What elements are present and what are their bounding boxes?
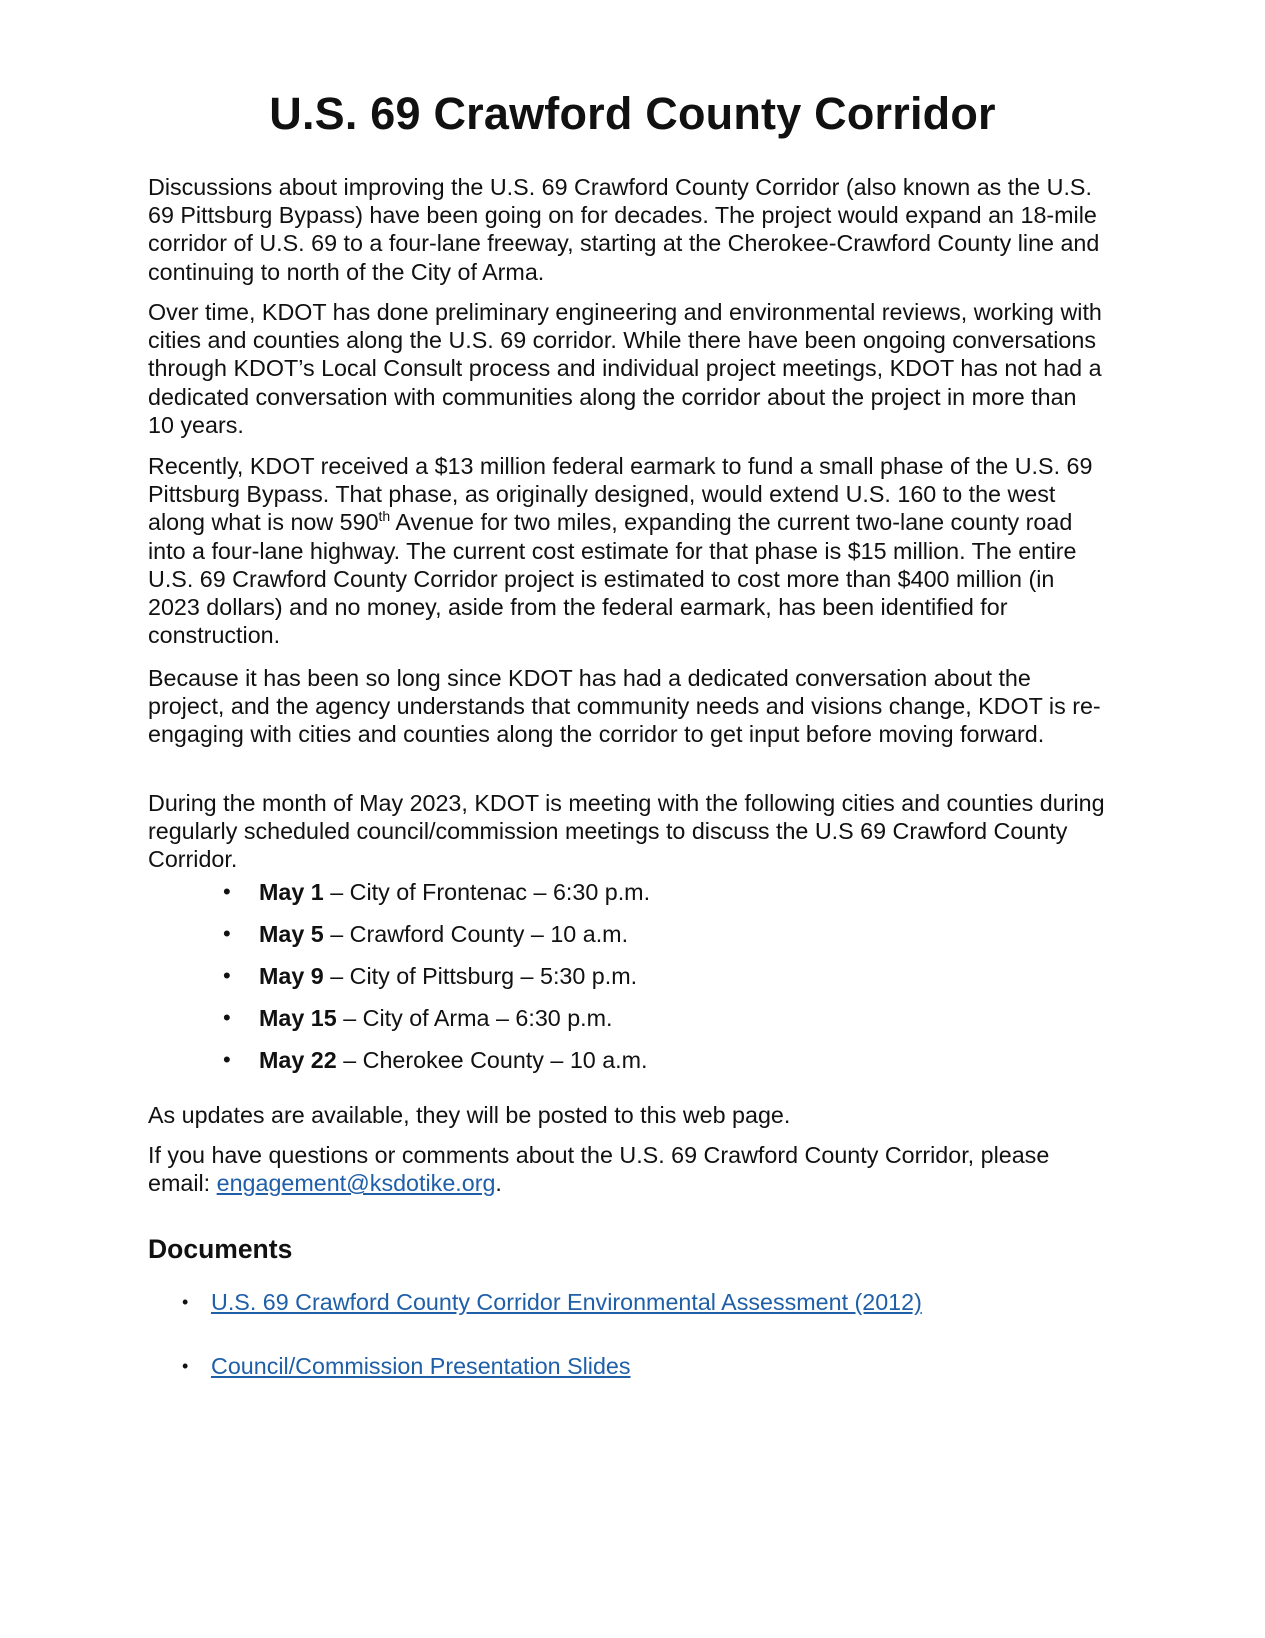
document-item [148, 1288, 922, 1352]
schedule-date: May 15 [259, 1005, 337, 1031]
paragraph-meetings-intro: During the month of May 2023, KDOT is meeting with the following cities and counties during regularly scheduled council/commission meetings to discuss the U.S 69 Crawford County Corridor. [148, 790, 1105, 873]
schedule-item [148, 962, 1048, 1004]
paragraph-funding-part2: Avenue for two miles, expanding the current two-lane county road into a four-lane highway. The current cost estimate for that phase is $15 million. The entire U.S. 69 Crawford County Corridor project is estimated to cost more than $400 million (in 2023 dollars) and no money, aside from the federal earmark, has been identified for construction. [148, 509, 1077, 649]
schedule-details: – Cherokee County – 10 a.m. [336, 1047, 648, 1073]
bullet-icon: • [223, 963, 231, 988]
paragraph-funding [148, 452, 1108, 649]
document-item [148, 1352, 922, 1416]
documents-list [148, 1288, 922, 1416]
contact-text: If you have questions or comments about the U.S. 69 Crawford County Corridor, please email: [148, 1142, 1050, 1197]
schedule-item [148, 1004, 1048, 1046]
bullet-icon: • [223, 1005, 231, 1030]
environmental-assessment-link[interactable]: U.S. 69 Crawford County Corridor Environmental Assessment (2012) [211, 1289, 922, 1315]
contact-period: . [495, 1170, 502, 1197]
schedule-date: May 9 [259, 963, 324, 989]
schedule-details: – Crawford County – 10 a.m. [323, 921, 629, 947]
email-link[interactable]: engagement@ksdotike.org [216, 1170, 496, 1197]
schedule-details: – City of Arma – 6:30 p.m. [336, 1005, 613, 1031]
paragraph-reengagement: Because it has been so long since KDOT has had a dedicated conversation about the project, and the agency understands that community needs and visions change, KDOT is re-engaging with cities and counties along the corridor to get input before moving forward. [148, 665, 1101, 748]
bullet-icon: • [182, 1356, 189, 1376]
paragraph-updates: As updates are available, they will be posted to this web page. [148, 1102, 791, 1128]
schedule-date: May 22 [259, 1047, 337, 1073]
bullet-icon: • [223, 1047, 231, 1072]
paragraph-history: Over time, KDOT has done preliminary engineering and environmental reviews, working with cities and counties along the U.S. 69 corridor. While there have been ongoing conversations through KDOT’s Local Consult process and individual project meetings, KDOT has not had a dedicated conversation with communities along the corridor about the project in more than 10 years. [148, 299, 1102, 438]
bullet-icon: • [223, 879, 231, 904]
schedule-date: May 5 [259, 921, 324, 947]
meeting-schedule-list [148, 878, 1048, 1088]
bullet-icon: • [182, 1292, 189, 1312]
schedule-details: – City of Pittsburg – 5:30 p.m. [323, 963, 638, 989]
schedule-item [148, 920, 1048, 962]
paragraph-funding-part1: Recently, KDOT received a $13 million federal earmark to fund a small phase of the U.S. 69 Pittsburg Bypass. That phase, as originally designed, would extend U.S. 160 to the west along what is now 590 [148, 453, 1093, 536]
bullet-icon: • [223, 921, 231, 946]
schedule-details: – City of Frontenac – 6:30 p.m. [323, 879, 651, 905]
ordinal-suffix: th [378, 508, 391, 525]
paragraph-contact [148, 1141, 1108, 1197]
presentation-slides-link[interactable]: Council/Commission Presentation Slides [211, 1353, 631, 1379]
page-title: U.S. 69 Crawford County Corridor [269, 88, 996, 139]
paragraph-intro: Discussions about improving the U.S. 69 Crawford County Corridor (also known as the U.S. 69 Pittsburg Bypass) have been going on for decades. The project would expand an 18-mile corridor of U.S. 69 to a four-lane freeway, starting at the Cherokee-Crawford County line and continuing to north of the City of Arma. [148, 174, 1100, 285]
schedule-date: May 1 [259, 879, 324, 905]
schedule-item [148, 878, 1048, 920]
schedule-item [148, 1046, 1048, 1088]
documents-heading: Documents [148, 1234, 293, 1264]
